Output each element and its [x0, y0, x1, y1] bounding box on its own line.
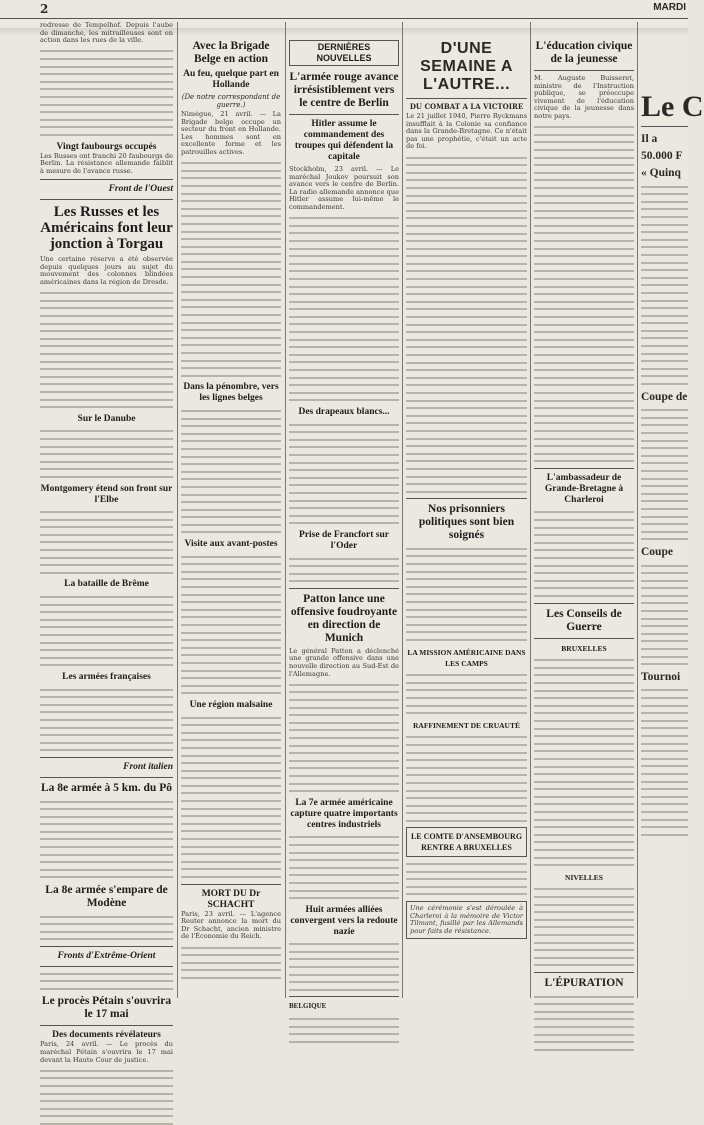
subheadline: NIVELLES	[565, 872, 603, 882]
headline: LE COMTE D'ANSEMBOURG RENTRE A BRUXELLES	[410, 832, 523, 853]
article-text: M. Auguste Buisseret, ministre de l'Instruction publique, se préoccupe vivement de l'éducation civique de la jeunesse dans notre pays.	[534, 74, 634, 120]
headline: Le procès Pétain s'ouvrira le 17 mai	[41, 995, 172, 1021]
cropped-text: « Quinq	[641, 167, 681, 179]
headline: La bataille de Brême	[64, 579, 149, 590]
headline: Montgomery étend son front sur l'Elbe	[40, 483, 173, 505]
column-divider	[637, 22, 638, 998]
headline: Vingt faubourgs occupés	[56, 141, 157, 152]
headline: La 8e armée s'empare de Modène	[45, 884, 168, 910]
cropped-text: Coupe	[641, 545, 673, 558]
column-1	[40, 21, 173, 1064]
banner: DERNIÈRES NOUVELLES	[316, 42, 372, 63]
column-divider	[530, 22, 531, 998]
article-text: Une certaine réserve a été observée depuis quelques jours au sujet du mouvement des colonnes blindées américaines dans la région de Dresde.	[40, 255, 173, 287]
headline: Visite aux avant-postes	[184, 539, 278, 550]
byline: (De notre correspondant de guerre.)	[181, 93, 281, 109]
column-3	[289, 22, 399, 1011]
headline: RAFFINEMENT DE CRUAUTÉ	[413, 720, 520, 730]
headline: Prise de Francfort sur l'Oder	[299, 529, 389, 551]
headline: Avec la Brigade Belge en action	[192, 40, 270, 65]
cropped-headline: Le C	[641, 90, 704, 123]
column-6-cropped	[641, 22, 704, 998]
page-number: 2	[40, 2, 49, 16]
headline: MORT DU Dr SCHACHT	[201, 888, 261, 910]
headline: L'ÉPURATION	[544, 976, 624, 989]
text-lines	[40, 50, 173, 136]
cropped-text: Coupe de	[641, 390, 688, 403]
section-tag: BELGIQUE	[289, 1002, 327, 1011]
headline: LA MISSION AMÉRICAINE DANS LES CAMPS	[407, 647, 526, 668]
article-text: Paris, 23 avril. — L'agence Reuter annonce la mort du Dr Schacht, ancien ministre de l'Économie du Reich.	[181, 909, 281, 941]
column-4	[406, 22, 527, 998]
headline: Une région malsaine	[189, 699, 273, 710]
headline: Des documents révélateurs	[52, 1030, 161, 1041]
headline: La 8e armée à 5 km. du Pô	[41, 781, 172, 794]
article-text: Le 21 juillet 1940, Pierre Ryckmans insufflait à la Colonie sa confiance dans la Grande-Bretagne. Ce n'était pas une prophétie, c'était un acte de foi.	[406, 112, 527, 151]
headline: Patton lance une offensive foudroyante en direction de Munich	[290, 592, 398, 644]
article-text: Paris, 24 avril. — Le procès du maréchal Pétain s'ouvrira le 17 mai devant la Haute Cour de justice.	[40, 1040, 173, 1064]
header-date: MARDI	[653, 2, 686, 13]
headline: L'ambassadeur de Grande-Bretagne à Charleroi	[544, 472, 624, 505]
cropped-text: Il a	[641, 133, 658, 145]
article-text: Le général Patton a déclenché une grande offensive dans une nouvelle direction au Sud-Est de l'Allemagne.	[289, 646, 399, 678]
headline: Les armées françaises	[62, 671, 151, 682]
section-label: Front de l'Ouest	[108, 184, 173, 195]
headline: Des drapeaux blancs...	[298, 407, 390, 417]
subheadline: Au feu, quelque part en Hollande	[183, 69, 279, 90]
section-label: Front italien	[123, 761, 173, 772]
subheadline: Hitler assume le commandement des troupes qui défendent la capitale	[294, 119, 394, 162]
article-text: Une cérémonie s'est déroulée à Charleroi à la mémoire de Victor Tilmant, fusillé par les Allemands pour faits de résistance.	[410, 904, 523, 935]
headline: Dans la pénombre, vers les lignes belges	[183, 382, 279, 404]
column-5	[534, 22, 634, 998]
column-divider	[285, 22, 286, 998]
headline: Sur le Danube	[77, 413, 136, 424]
banner-subhead: DU COMBAT A LA VICTOIRE	[409, 102, 524, 111]
article-text: Stockholm, 23 avril. — Le maréchal Joukov poursuit son avance vers le centre de Berlin. La radio allemande annonce que Hitler assume lui-même le commandement.	[289, 165, 399, 211]
article-text: Les Russes ont franchi 20 faubourgs de Berlin. La résistance allemande faiblit à mesure de l'avance russe.	[40, 151, 173, 175]
column-divider	[402, 22, 403, 998]
article-text: Nimègue, 21 avril. — La Brigade belge occupe un secteur du front en Hollande. Les hommes sont en excellente forme et les patrouilles actives.	[181, 110, 281, 156]
column-divider	[177, 22, 178, 998]
section-label: Fronts d'Extrême-Orient	[57, 951, 156, 961]
banner-headline: D'UNE SEMAINE A L'AUTRE...	[420, 40, 513, 93]
article-text: redresse de Tempelhof. Depuis l'aube de dimanche, les mitrailleuses sont en action dans les rues de la ville.	[40, 21, 173, 45]
headline: Nos prisonniers politiques sont bien soignés	[418, 503, 515, 542]
headline: La 7e armée américaine capture quatre importants centres industriels	[290, 797, 398, 830]
headline: L'éducation civique de la jeunesse	[535, 40, 633, 65]
headline: Les Conseils de Guerre	[546, 607, 622, 633]
subheadline: BRUXELLES	[561, 643, 607, 653]
page-header	[0, 0, 688, 19]
headline: Huit armées alliées convergent vers la redoute nazie	[290, 904, 398, 937]
column-2	[181, 22, 281, 998]
cropped-text: 50.000 F	[641, 150, 683, 162]
cropped-text: Tournoi	[641, 670, 681, 683]
headline: Les Russes et les Américains font leur jonction à Torgau	[40, 204, 173, 253]
headline: L'armée rouge avance irrésistiblement vers le centre de Berlin	[289, 71, 399, 109]
